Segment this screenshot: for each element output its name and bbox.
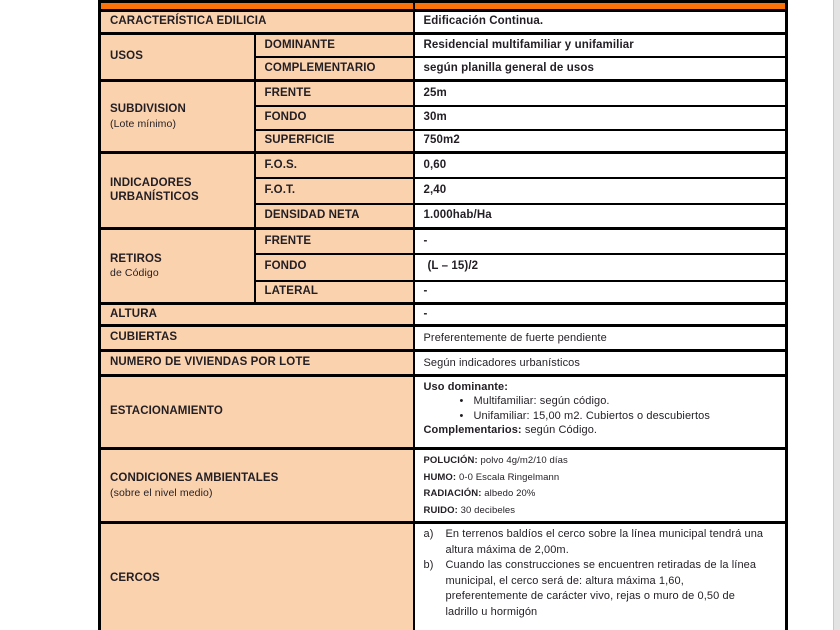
subrow-label-fos: F.O.S. [255, 153, 414, 178]
subrow-value-fos: 0,60 [414, 153, 787, 178]
condiciones-key: HUMO: [423, 471, 457, 483]
condiciones-key: POLUCIÓN: [423, 455, 478, 466]
subrow-label-superficie: SUPERFICIE [255, 130, 414, 153]
estacionamiento-bullet-text: Unifamiliar: 15,00 m2. Cubiertos o descubiertos [473, 409, 710, 422]
subrow-value-retiros-frente: - [414, 229, 787, 254]
cercos-item-marker: b) [423, 559, 434, 571]
row-value-cercos [414, 523, 787, 630]
row-label-retiros [100, 229, 255, 304]
row-label-subdivision [100, 81, 255, 153]
subrow-value-retiros-lateral: - [414, 281, 787, 304]
cercos-item-marker: a) [423, 528, 434, 540]
subrow-value-fot: 2,40 [414, 178, 787, 204]
row-value-viviendas: Según indicadores urbanísticos [414, 351, 787, 376]
condiciones-value: 0-0 Escala Ringelmann [456, 471, 560, 483]
subrow-value-retiros-fondo: (L – 15)/2 [414, 254, 787, 281]
table-header-bar [100, 2, 787, 11]
cercos-list-item [424, 558, 780, 620]
table-row-caracteristica [100, 11, 787, 34]
subrow-value-dominante: Residencial multifamiliar y unifamiliar [414, 34, 787, 57]
subrow-value-fondo: 30m [414, 106, 787, 130]
row-value-estacionamiento [414, 376, 787, 449]
subdivision-title: SUBDIVISION [110, 103, 186, 116]
retiros-title: RETIROS [110, 252, 162, 265]
table-row-cercos [100, 523, 787, 630]
table-row-subdivision-frente [100, 81, 787, 106]
subrow-value-complementario: según planilla general de usos [414, 57, 787, 81]
row-value-altura: - [414, 304, 787, 326]
row-label-usos: USOS [100, 34, 255, 81]
table-row-estacionamiento [100, 376, 787, 449]
table-row-altura [100, 304, 787, 326]
estacionamiento-heading: Uso dominante: [423, 381, 509, 393]
row-label-altura: ALTURA [100, 304, 414, 326]
condiciones-value: polvo 4g/m2/10 días [477, 455, 568, 466]
subrow-label-frente: FRENTE [255, 81, 414, 106]
subrow-value-densidad-neta: 1.000hab/Ha [414, 204, 787, 229]
row-label-indicadores: INDICADORES URBANÍSTICOS [100, 153, 255, 229]
row-label-viviendas: NUMERO DE VIVIENDAS POR LOTE [100, 351, 414, 376]
subrow-label-retiros-frente: FRENTE [255, 229, 414, 254]
subrow-label-dominante: DOMINANTE [255, 34, 414, 57]
condiciones-value: 30 decibeles [457, 504, 516, 516]
estacionamiento-bullet-item [460, 409, 780, 423]
row-label-caracteristica: CARACTERÍSTICA EDILICIA [100, 11, 414, 34]
row-label-cubiertas: CUBIERTAS [100, 326, 414, 351]
condiciones-line [424, 503, 780, 520]
row-value-caracteristica: Edificación Continua. [414, 11, 787, 34]
estacionamiento-footer [424, 423, 780, 437]
subrow-value-frente: 25m [414, 81, 787, 106]
subrow-label-retiros-lateral: LATERAL [255, 281, 414, 304]
condiciones-subtitle: (sobre el nivel medio) [110, 486, 213, 499]
cercos-item-text: En terrenos baldíos el cerco sobre la línea municipal tendrá una altura máxima de 2,00m. [445, 528, 764, 556]
subdivision-subtitle: (Lote mínimo) [110, 117, 177, 130]
subrow-value-superficie: 750m2 [414, 130, 787, 153]
header-bar-left-cell [100, 2, 414, 11]
table-row-condiciones [100, 449, 787, 523]
table-row-usos-dominante [100, 34, 787, 57]
row-label-estacionamiento: ESTACIONAMIENTO [100, 376, 414, 449]
condiciones-line [424, 486, 780, 503]
condiciones-title: CONDICIONES AMBIENTALES [110, 472, 279, 485]
zoning-table [98, 0, 788, 630]
estacionamiento-bullet-item [460, 394, 780, 408]
subrow-label-fondo: FONDO [255, 106, 414, 130]
page-right-gutter [833, 0, 840, 630]
estacionamiento-footer-key: Complementarios: [423, 424, 522, 437]
subrow-label-fot: F.O.T. [255, 178, 414, 204]
row-value-condiciones [414, 449, 787, 523]
bullet-icon: • [459, 395, 464, 408]
condiciones-line [424, 453, 780, 470]
row-value-cubiertas: Preferentemente de fuerte pendiente [414, 326, 787, 351]
estacionamiento-footer-value: según Código. [521, 424, 598, 437]
condiciones-value: albedo 20% [481, 488, 536, 499]
table-row-viviendas [100, 351, 787, 376]
estacionamiento-bullet-text: Multifamiliar: según código. [473, 395, 610, 408]
table-row-cubiertas [100, 326, 787, 351]
row-label-condiciones [100, 449, 414, 523]
condiciones-line [424, 470, 780, 487]
bullet-icon: • [459, 409, 464, 422]
row-label-cercos: CERCOS [100, 523, 414, 630]
cercos-item-text: Cuando las construcciones se encuentren retiradas de la línea municipal, el cerco será de: altura máxima 1,60, preferentemente de carácter vivo, rejas o muro de 0,50 de ladrillo u hormigón [445, 559, 757, 618]
table-row-indicadores-fos [100, 153, 787, 178]
header-bar-right-cell [414, 2, 787, 11]
subrow-label-retiros-fondo: FONDO [255, 254, 414, 281]
cercos-list-item [424, 527, 780, 558]
condiciones-key: RADIACIÓN: [423, 488, 482, 499]
condiciones-key: RUIDO: [423, 504, 458, 516]
table-row-retiros-frente [100, 229, 787, 254]
subrow-label-complementario: COMPLEMENTARIO [255, 57, 414, 81]
subrow-label-densidad-neta: DENSIDAD NETA [255, 204, 414, 229]
retiros-subtitle: de Código [110, 267, 159, 280]
